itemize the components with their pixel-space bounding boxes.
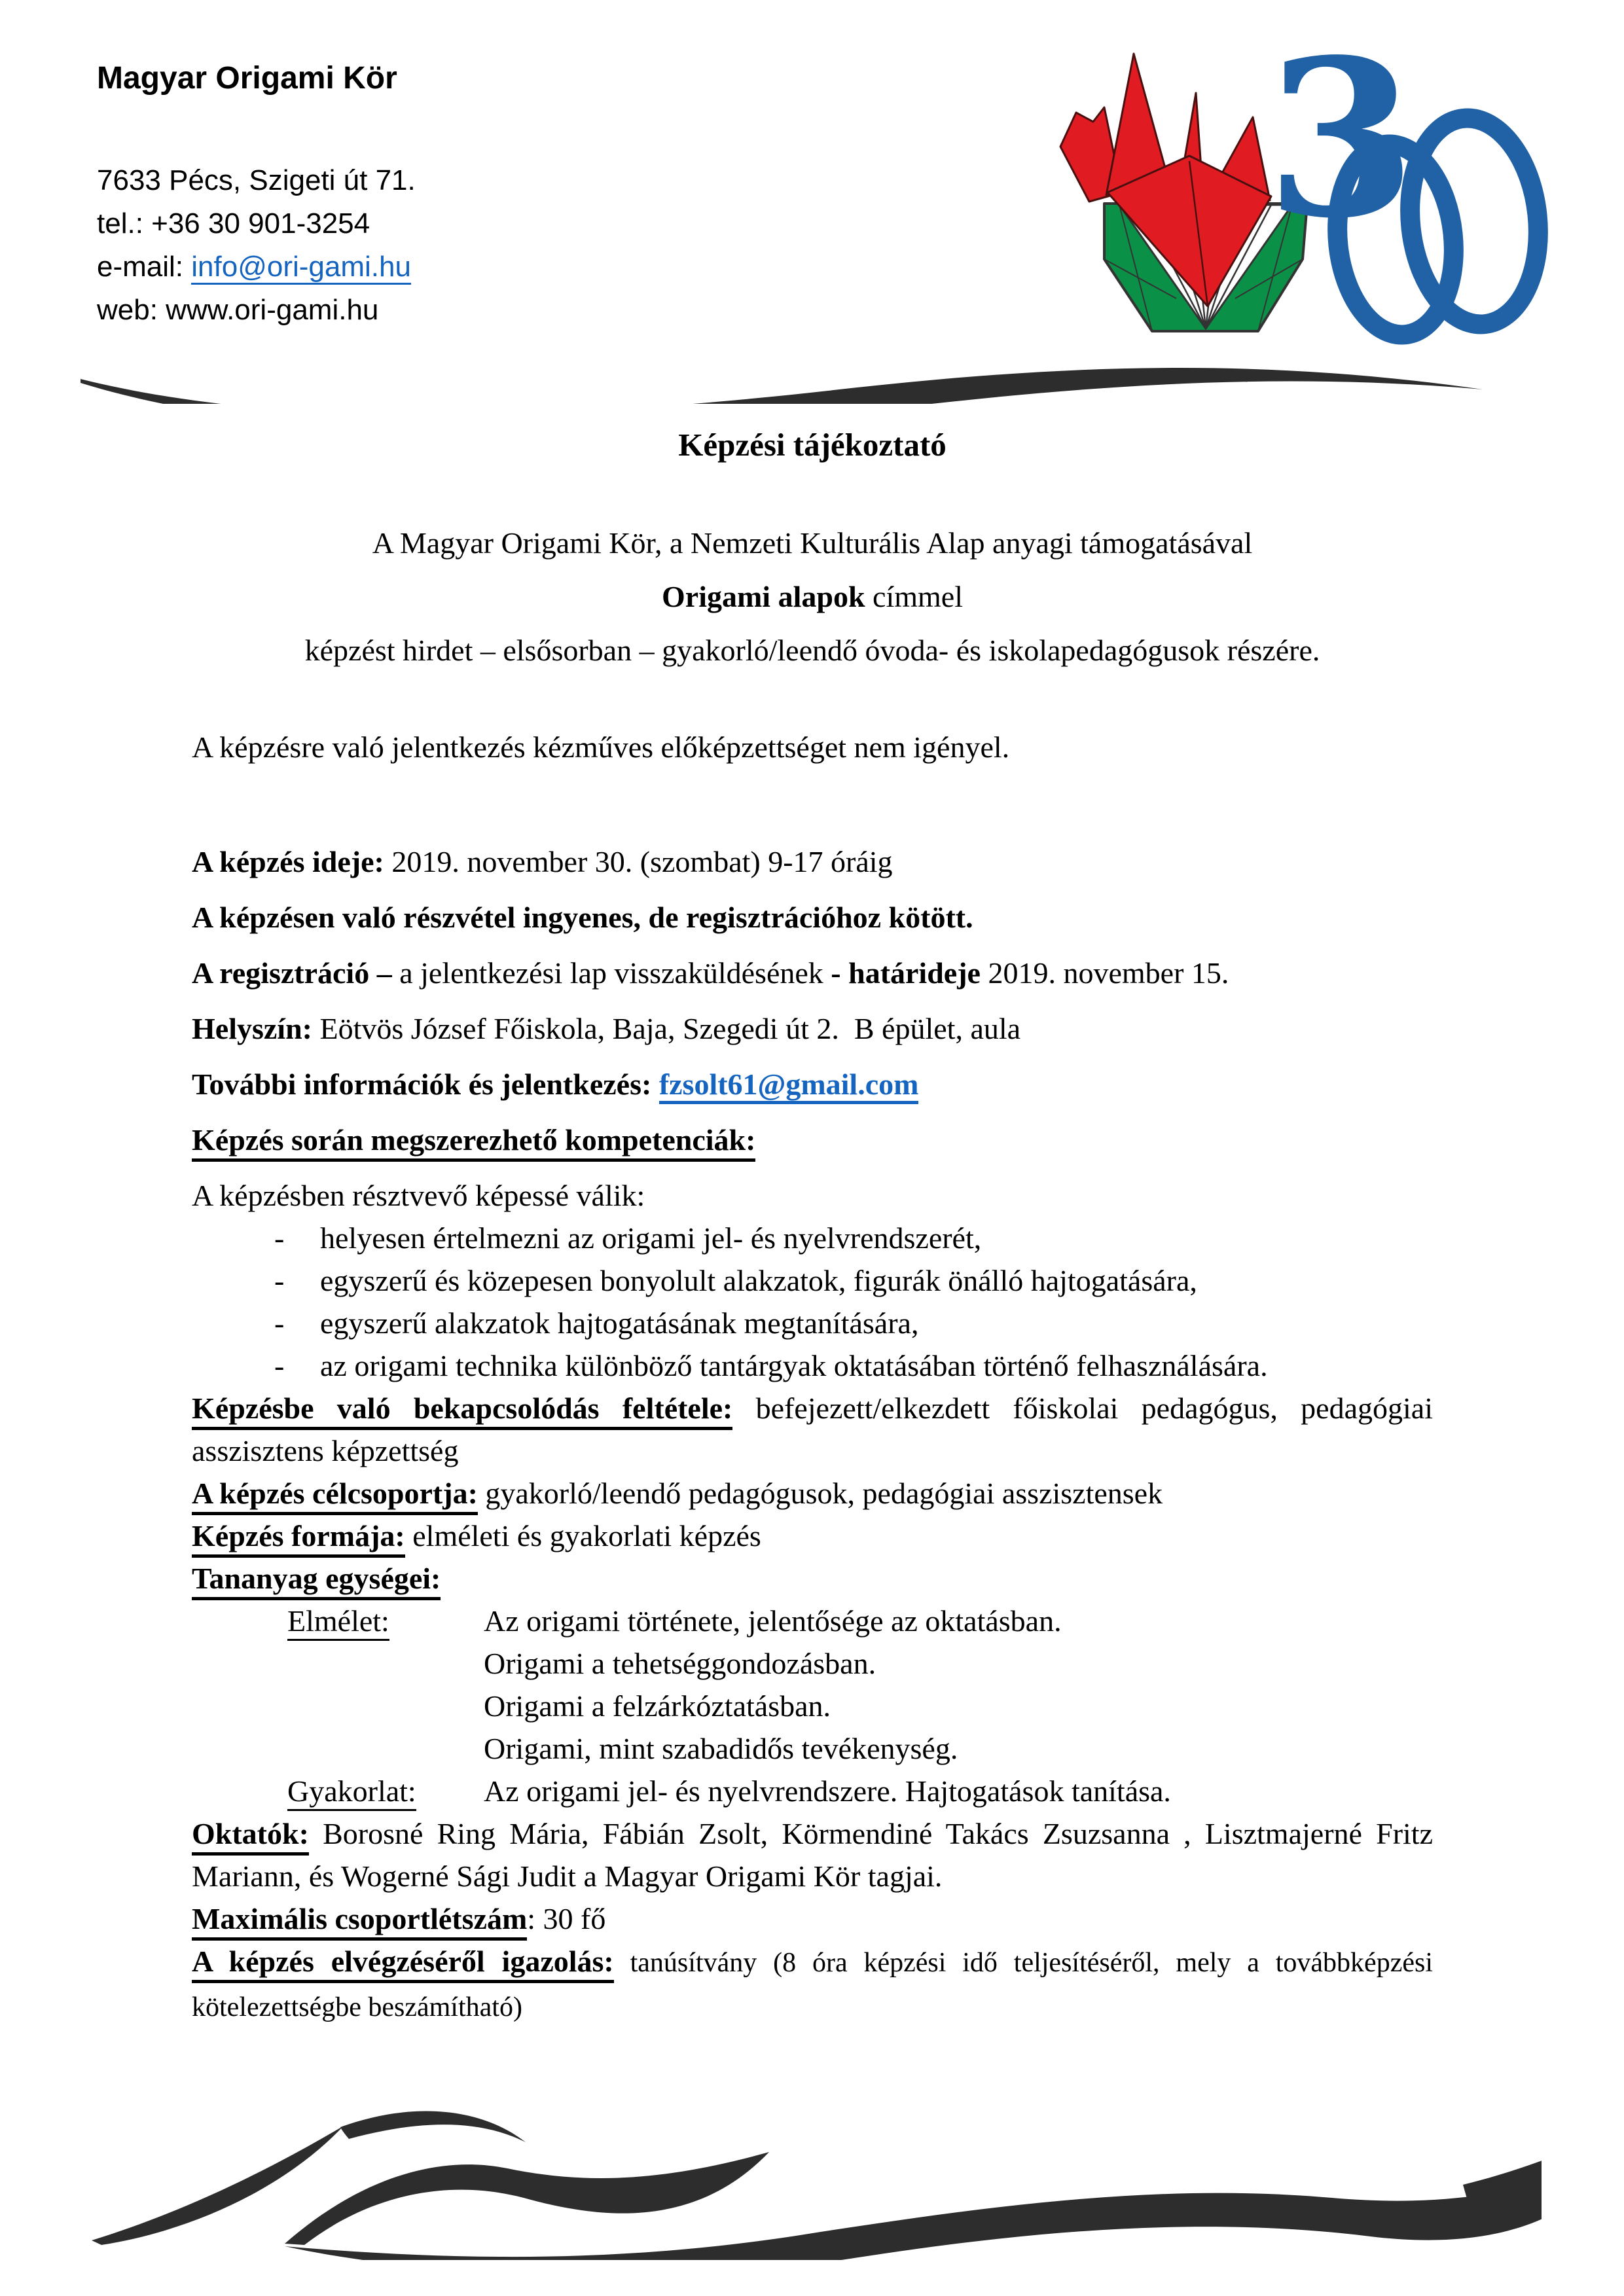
footer-divider-swoosh [88, 2106, 1542, 2260]
competencies-intro: A képzésben résztvevő képessé válik: [192, 1179, 645, 1212]
instructors: Oktatók: Borosné Ring Mária, Fábián Zsolt, Körmendiné Takács Zsuzsanna , Lisztmajerné Fritz Mariann, és Wogerné Sági Judit a Magyar Origami Kör tagjai. [192, 1817, 1433, 1893]
anniversary-digit: 3 [1266, 24, 1416, 266]
bullet-dash: - [274, 1349, 285, 1382]
max-group-size: Maximális csoportlétszám: 30 fő [192, 1897, 1433, 1940]
header-divider-swoosh [75, 351, 1496, 404]
practice-label: Gyakorlat: [287, 1774, 416, 1811]
contact-email-link[interactable]: fzsolt61@gmail.com [659, 1067, 919, 1104]
registration-deadline: A regisztráció – a jelentkezési lap visszaküldésének - határideje 2019. november 15. [192, 956, 1229, 990]
bullet-dash: - [274, 1306, 285, 1340]
lead-paragraph: A képzésre való jelentkezés kézműves előképzettséget nem igényel. [192, 730, 1010, 764]
bullet-dash: - [274, 1264, 285, 1297]
curriculum-theory-item: Origami a felzárkóztatásban. [484, 1689, 831, 1723]
curriculum-theory-row: Elmélet: Az origami története, jelentősége az oktatásban. [192, 1600, 1433, 1642]
anniversary-30-mark [1266, 24, 1548, 340]
curriculum-heading: Tananyag egységei: [192, 1557, 1433, 1600]
course-title: Origami alapok [662, 580, 865, 613]
web-line [97, 289, 416, 332]
origami-crane-icon [1042, 24, 1553, 354]
training-form: Képzés formája: elméleti és gyakorlati képzés [192, 1515, 1433, 1557]
ring-zero-icon [1400, 112, 1548, 331]
bullet-dash: - [274, 1221, 285, 1255]
training-date: A képzés ideje: 2019. november 30. (szombat) 9-17 óráig [192, 845, 893, 878]
email-line [97, 245, 416, 289]
origami-30-logo [1042, 24, 1553, 354]
curriculum-practice-row: Gyakorlat: Az origami jel- és nyelvrendszere. Hajtogatások tanítása. [192, 1770, 1433, 1812]
org-name: Magyar Origami Kör [97, 61, 397, 96]
competency-item: - az origami technika különböző tantárgyak oktatásában történő felhasználására. [192, 1344, 1433, 1387]
competency-item: - helyesen értelmezni az origami jel- és nyelvrendszerét, [192, 1217, 1433, 1259]
competencies-heading: Képzés során megszerezhető kompetenciák: [192, 1119, 1433, 1161]
intro-block [192, 522, 1433, 672]
certificate: A képzés elvégzéséről igazolás: tanúsítvány (8 óra képzési idő teljesítéséről, mely a továbbképzési kötelezettségbe beszámítható) [192, 1945, 1433, 2022]
page-title: Képzési tájékoztató [678, 427, 947, 463]
free-participation-note: A képzésen való részvétel ingyenes, de regisztrációhoz kötött. [192, 901, 973, 934]
phone-line: tel.: +36 30 901-3254 [97, 207, 370, 240]
web-label: web: [97, 294, 166, 326]
address-line: 7633 Pécs, Szigeti út 71. [97, 164, 416, 196]
details-block [192, 840, 1433, 2029]
venue: Helyszín: Eötvös József Főiskola, Baja, Szegedi út 2. B épület, aula [192, 1012, 1021, 1045]
competency-item: - egyszerű és közepesen bonyolult alakzatok, figurák önálló hajtogatására, [192, 1259, 1433, 1302]
email-label: e-mail: [97, 251, 192, 283]
email-link[interactable]: info@ori-gami.hu [191, 251, 411, 285]
competency-item: - egyszerű alakzatok hajtogatásának megtanítására, [192, 1302, 1433, 1344]
web-url: www.ori-gami.hu [166, 294, 379, 326]
admission-requirement: Képzésbe való bekapcsolódás feltétele: befejezett/elkezdett főiskolai pedagógus, pedagógiai asszisztens képzettség [192, 1391, 1433, 1467]
theory-label: Elmélet: [287, 1604, 389, 1641]
intro-line-3: képzést hirdet – elsősorban – gyakorló/leendő óvoda- és iskolapedagógusok részére. [304, 634, 1320, 667]
more-info: További információk és jelentkezés: fzsolt61@gmail.com [192, 1063, 1433, 1105]
intro-line-2: Origami alapok címmel [662, 580, 963, 613]
curriculum-theory-item: Origami a tehetséggondozásban. [484, 1647, 876, 1680]
target-group: A képzés célcsoportja: gyakorló/leendő pedagógusok, pedagógiai asszisztensek [192, 1472, 1433, 1515]
document-body [192, 422, 1433, 2029]
intro-line-1: A Magyar Origami Kör, a Nemzeti Kulturális Alap anyagi támogatásával [372, 526, 1253, 560]
curriculum-theory-item: Origami, mint szabadidős tevékenység. [484, 1732, 958, 1765]
letterhead [97, 60, 416, 332]
